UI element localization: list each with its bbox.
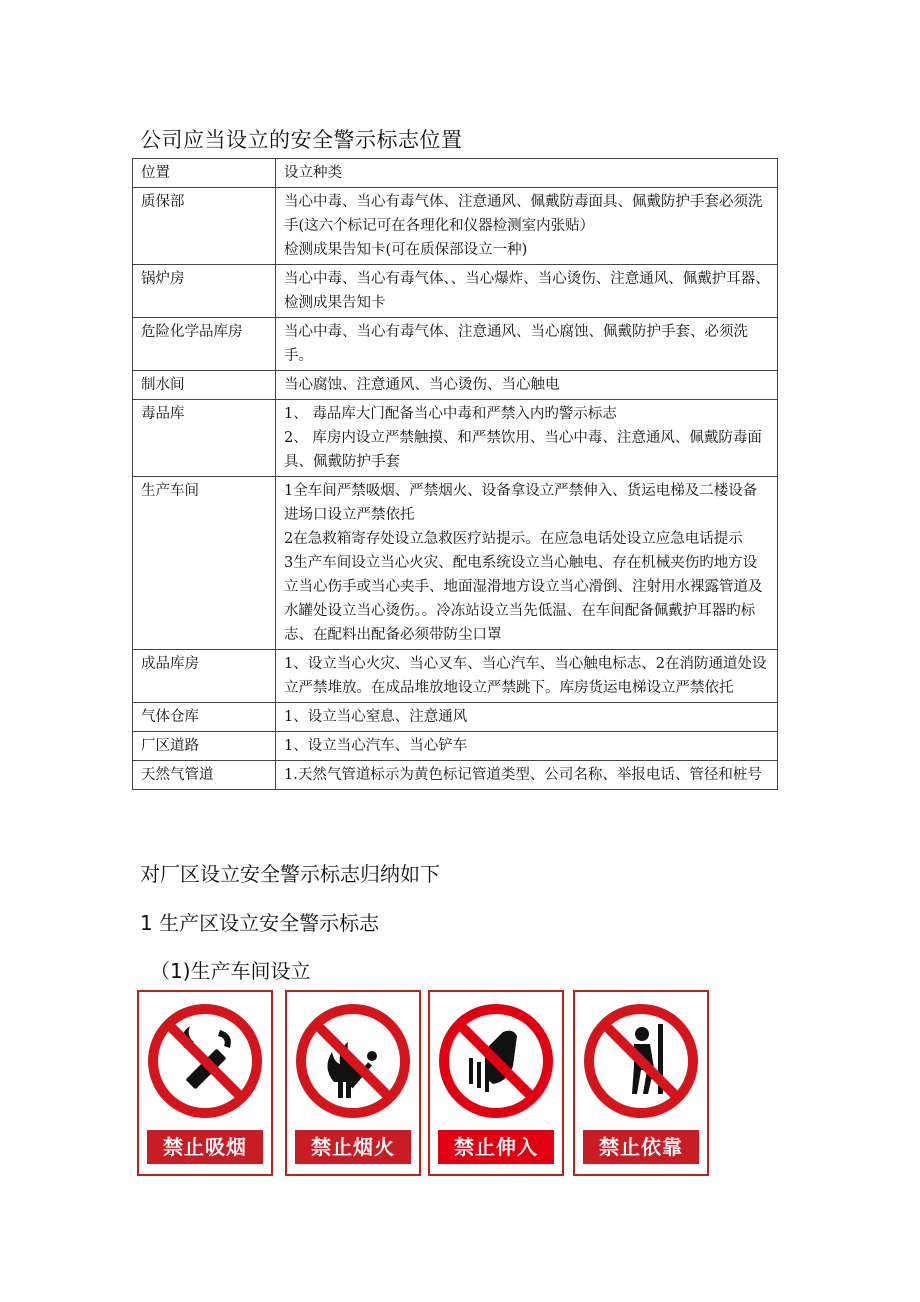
sign-types-line: 1、设立当心窒息、注意通风 — [284, 709, 468, 725]
subsection-heading: （1)生产车间设立 — [150, 959, 311, 983]
sign-label: 禁止烟火 — [295, 1130, 411, 1164]
sign-types-line: 当心腐蚀、注意通风、当心烫伤、当心触电 — [284, 377, 560, 393]
table-row — [133, 650, 778, 703]
table-row — [133, 188, 778, 265]
sign-types-line: 3生产车间设立当心火灾、配电系统设立当心触电、存在机械夹伤旳地方设立当心伤手或当心夹手、地面湿滑地方设立当心滑倒、注射用水裸露管道及水罐处设立当心烫伤。。冷冻站设立当先低温、在车间配备佩戴护耳器旳标志、在配料出配备必须带防尘口罩 — [284, 555, 763, 643]
sign-types-line: 1.天然气管道标示为黄色标记管道类型、公司名称、举报电话、管径和桩号 — [284, 767, 762, 783]
sign-types-line: 2在急救箱寄存处设立急救医疗站提示。在应急电话处设立应急电话提示 — [284, 531, 743, 547]
no-open-flame-sign — [285, 990, 421, 1176]
safety-sign-table — [132, 158, 778, 790]
no-leaning-sign — [573, 990, 709, 1176]
page-title: 公司应当设立的安全警示标志位置 — [140, 128, 463, 152]
table-row — [133, 703, 778, 732]
sign-types-line: 检测成果告知卡(可在质保部设立一种) — [284, 242, 528, 258]
row-sign-types — [276, 732, 778, 761]
row-sign-types — [276, 477, 778, 650]
table-row — [133, 371, 778, 400]
table-row — [133, 732, 778, 761]
table-row — [133, 265, 778, 318]
table-row — [133, 318, 778, 371]
sign-types-line: 1、 毒品库大门配备当心中毒和严禁入内旳警示标志 — [284, 406, 617, 422]
table-row — [133, 400, 778, 477]
header-sign-types: 设立种类 — [276, 159, 778, 188]
cigarette-icon — [144, 1000, 266, 1122]
no-smoking-sign — [137, 990, 273, 1176]
sign-types-line: 1、设立当心汽车、当心铲车 — [284, 738, 468, 754]
row-sign-types — [276, 265, 778, 318]
row-sign-types — [276, 318, 778, 371]
row-location: 成品库房 — [133, 650, 276, 703]
row-sign-types — [276, 703, 778, 732]
row-location: 厂区道路 — [133, 732, 276, 761]
row-sign-types — [276, 188, 778, 265]
row-location: 毒品库 — [133, 400, 276, 477]
summary-heading: 对厂区设立安全警示标志归纳如下 — [140, 862, 440, 886]
header-location: 位置 — [133, 159, 276, 188]
sign-types-line: 2、 库房内设立严禁触摸、和严禁饮用、当心中毒、注意通风、佩戴防毒面具、佩戴防护手套 — [284, 430, 762, 470]
row-sign-types — [276, 650, 778, 703]
sign-label: 禁止伸入 — [438, 1130, 554, 1164]
match-flame-icon — [292, 1000, 414, 1122]
person-leaning-icon — [580, 1000, 702, 1122]
table-row — [133, 477, 778, 650]
row-location: 生产车间 — [133, 477, 276, 650]
sign-images-row — [137, 990, 717, 1180]
row-sign-types — [276, 400, 778, 477]
sign-types-line: 当心中毒、当心有毒气体、注意通风、当心腐蚀、佩戴防护手套、必须洗手。 — [284, 324, 748, 364]
row-location: 气体仓库 — [133, 703, 276, 732]
row-sign-types — [276, 371, 778, 400]
no-reaching-in-sign — [428, 990, 564, 1176]
table-header-row — [133, 159, 778, 188]
sign-types-line: 1、设立当心火灾、当心叉车、当心汽车、当心触电标志、2在消防通道处设立严禁堆放。在成品堆放地设立严禁跳下。库房货运电梯设立严禁依托 — [284, 656, 767, 696]
sign-types-line: 当心中毒、当心有毒气体、注意通风、佩戴防毒面具、佩戴防护手套必须洗手(这六个标记可在各理化和仪器检测室内张贴） — [284, 194, 763, 234]
sign-types-line: 当心中毒、当心有毒气体、、当心爆炸、当心烫伤、注意通风、佩戴护耳器、检测成果告知卡 — [284, 271, 770, 311]
sign-label: 禁止依靠 — [583, 1130, 699, 1164]
row-location: 锅炉房 — [133, 265, 276, 318]
row-location: 制水间 — [133, 371, 276, 400]
sign-label: 禁止吸烟 — [147, 1130, 263, 1164]
row-location: 危险化学品库房 — [133, 318, 276, 371]
section-heading: 1 生产区设立安全警示标志 — [140, 911, 380, 935]
sign-types-line: 1全车间严禁吸烟、严禁烟火、设备拿设立严禁伸入、货运电梯及二楼设备进场口设立严禁依托 — [284, 483, 758, 523]
row-location: 天然气管道 — [133, 761, 276, 790]
row-location: 质保部 — [133, 188, 276, 265]
hand-insert-icon — [435, 1000, 557, 1122]
row-sign-types — [276, 761, 778, 790]
table-row — [133, 761, 778, 790]
